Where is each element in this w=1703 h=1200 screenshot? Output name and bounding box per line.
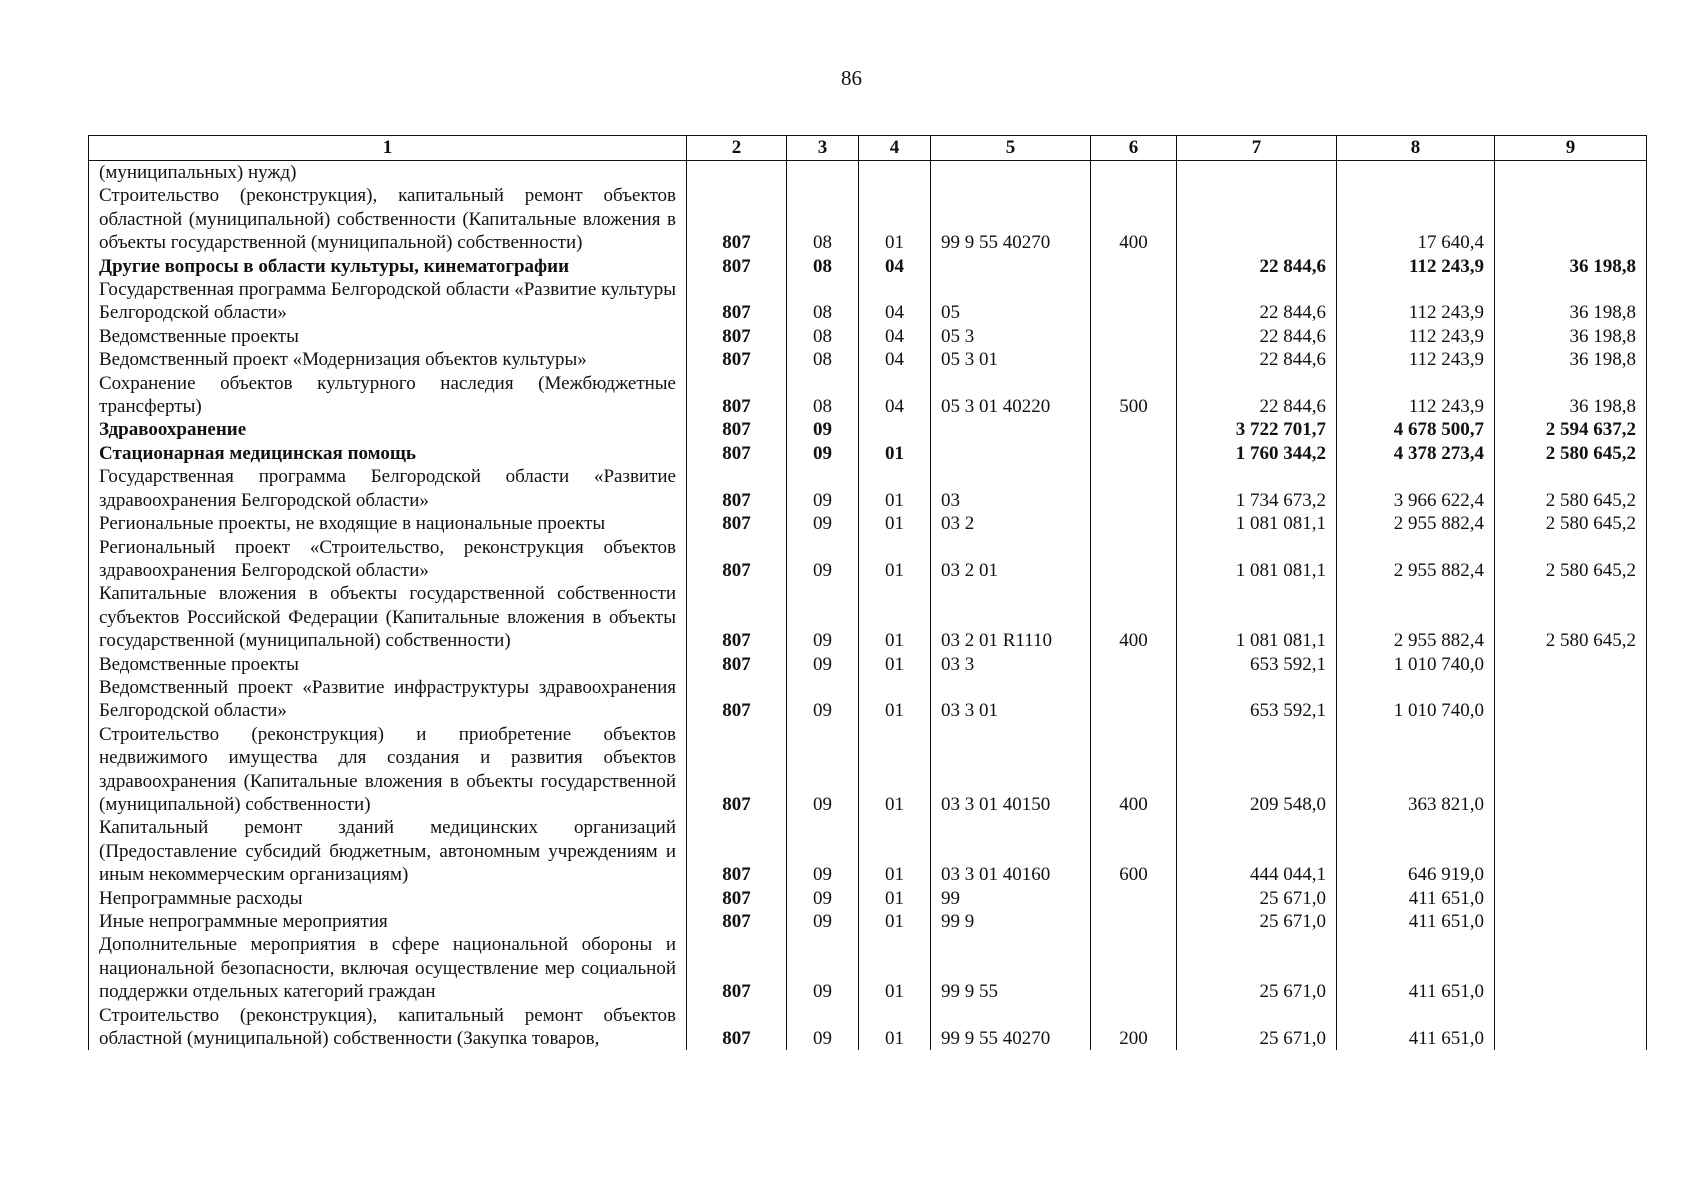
table-row <box>89 512 1647 535</box>
row-amount-1: 25 671,0 <box>1177 887 1337 910</box>
row-admin-code: 807 <box>687 1004 787 1051</box>
row-admin-code: 807 <box>687 255 787 278</box>
row-expense-type <box>1091 465 1177 512</box>
row-admin-code: 807 <box>687 184 787 254</box>
row-amount-3: 2 580 645,2 <box>1495 512 1647 535</box>
header-col-1: 1 <box>89 136 687 161</box>
row-name: Государственная программа Белгородской области «Развитие здравоохранения Белгородской области» <box>89 465 687 512</box>
table-row <box>89 325 1647 348</box>
row-amount-2: 112 243,9 <box>1337 348 1495 371</box>
row-subsection: 01 <box>859 512 931 535</box>
row-expense-type: 500 <box>1091 372 1177 419</box>
row-admin-code: 807 <box>687 653 787 676</box>
table-row <box>89 161 1647 185</box>
row-expense-type <box>1091 910 1177 933</box>
row-amount-3: 36 198,8 <box>1495 278 1647 325</box>
row-expense-type <box>1091 536 1177 583</box>
row-target-article: 03 3 01 <box>931 676 1091 723</box>
row-name: Здравоохранение <box>89 418 687 441</box>
row-amount-1: 1 734 673,2 <box>1177 465 1337 512</box>
table-row <box>89 278 1647 325</box>
row-section: 08 <box>787 255 859 278</box>
row-subsection <box>859 418 931 441</box>
row-amount-2: 411 651,0 <box>1337 910 1495 933</box>
row-name: Другие вопросы в области культуры, кинематографии <box>89 255 687 278</box>
row-amount-1: 22 844,6 <box>1177 325 1337 348</box>
row-name: Ведомственный проект «Развитие инфраструктуры здравоохранения Белгородской области» <box>89 676 687 723</box>
row-section: 09 <box>787 536 859 583</box>
row-subsection: 01 <box>859 653 931 676</box>
row-amount-2: 411 651,0 <box>1337 1004 1495 1051</box>
row-name: Ведомственные проекты <box>89 325 687 348</box>
table-row <box>89 653 1647 676</box>
row-admin-code: 807 <box>687 816 787 886</box>
row-subsection: 04 <box>859 278 931 325</box>
budget-table-container <box>88 135 1646 1050</box>
row-subsection: 01 <box>859 184 931 254</box>
table-row <box>89 723 1647 817</box>
row-amount-1: 25 671,0 <box>1177 1004 1337 1051</box>
row-section: 09 <box>787 653 859 676</box>
row-amount-2: 2 955 882,4 <box>1337 512 1495 535</box>
header-col-7: 7 <box>1177 136 1337 161</box>
row-target-article: 03 3 01 40160 <box>931 816 1091 886</box>
row-target-article: 05 <box>931 278 1091 325</box>
header-col-3: 3 <box>787 136 859 161</box>
row-expense-type <box>1091 676 1177 723</box>
header-col-6: 6 <box>1091 136 1177 161</box>
row-amount-3 <box>1495 161 1647 185</box>
header-col-8: 8 <box>1337 136 1495 161</box>
row-amount-2: 411 651,0 <box>1337 933 1495 1003</box>
table-row <box>89 887 1647 910</box>
row-name: Строительство (реконструкция), капитальный ремонт объектов областной (муниципальной) собственности (Капитальные вложения в объекты государственной (муниципальной) собственности) <box>89 184 687 254</box>
table-row <box>89 582 1647 652</box>
row-target-article: 03 3 <box>931 653 1091 676</box>
row-amount-3 <box>1495 653 1647 676</box>
row-subsection: 01 <box>859 1004 931 1051</box>
row-amount-3 <box>1495 676 1647 723</box>
row-amount-3: 2 580 645,2 <box>1495 582 1647 652</box>
row-amount-2: 411 651,0 <box>1337 887 1495 910</box>
row-amount-3: 36 198,8 <box>1495 372 1647 419</box>
row-section: 08 <box>787 184 859 254</box>
table-header <box>89 136 1647 161</box>
row-expense-type <box>1091 442 1177 465</box>
row-amount-2: 363 821,0 <box>1337 723 1495 817</box>
row-amount-1: 1 081 081,1 <box>1177 536 1337 583</box>
row-section: 09 <box>787 512 859 535</box>
row-admin-code: 807 <box>687 372 787 419</box>
row-section <box>787 161 859 185</box>
row-admin-code: 807 <box>687 512 787 535</box>
row-target-article <box>931 255 1091 278</box>
row-admin-code: 807 <box>687 933 787 1003</box>
row-expense-type <box>1091 512 1177 535</box>
row-amount-2: 1 010 740,0 <box>1337 653 1495 676</box>
row-amount-3: 2 594 637,2 <box>1495 418 1647 441</box>
row-expense-type <box>1091 278 1177 325</box>
row-amount-3 <box>1495 816 1647 886</box>
table-row <box>89 1004 1647 1051</box>
row-admin-code: 807 <box>687 465 787 512</box>
table-row <box>89 536 1647 583</box>
row-subsection: 04 <box>859 325 931 348</box>
header-col-4: 4 <box>859 136 931 161</box>
row-section: 09 <box>787 418 859 441</box>
header-row <box>89 136 1647 161</box>
row-subsection: 01 <box>859 933 931 1003</box>
row-amount-2: 2 955 882,4 <box>1337 582 1495 652</box>
row-subsection: 01 <box>859 676 931 723</box>
row-expense-type <box>1091 653 1177 676</box>
row-subsection: 01 <box>859 910 931 933</box>
row-section: 09 <box>787 723 859 817</box>
row-admin-code: 807 <box>687 887 787 910</box>
row-amount-1: 1 081 081,1 <box>1177 582 1337 652</box>
row-amount-1: 209 548,0 <box>1177 723 1337 817</box>
row-target-article: 05 3 <box>931 325 1091 348</box>
row-section: 08 <box>787 348 859 371</box>
row-subsection: 04 <box>859 255 931 278</box>
row-amount-2: 112 243,9 <box>1337 278 1495 325</box>
row-amount-2: 17 640,4 <box>1337 184 1495 254</box>
row-amount-1 <box>1177 161 1337 185</box>
row-name: Строительство (реконструкция), капитальный ремонт объектов областной (муниципальной) собственности (Закупка товаров, <box>89 1004 687 1051</box>
row-amount-1: 22 844,6 <box>1177 278 1337 325</box>
header-col-9: 9 <box>1495 136 1647 161</box>
row-amount-1: 25 671,0 <box>1177 933 1337 1003</box>
row-name: Непрограммные расходы <box>89 887 687 910</box>
row-amount-1: 22 844,6 <box>1177 348 1337 371</box>
row-subsection: 01 <box>859 536 931 583</box>
row-target-article: 99 <box>931 887 1091 910</box>
row-amount-1: 22 844,6 <box>1177 372 1337 419</box>
row-amount-3: 2 580 645,2 <box>1495 536 1647 583</box>
row-amount-2: 3 966 622,4 <box>1337 465 1495 512</box>
row-target-article: 05 3 01 <box>931 348 1091 371</box>
row-admin-code: 807 <box>687 676 787 723</box>
row-admin-code: 807 <box>687 325 787 348</box>
row-amount-2: 112 243,9 <box>1337 255 1495 278</box>
row-section: 09 <box>787 816 859 886</box>
row-amount-2 <box>1337 161 1495 185</box>
row-expense-type <box>1091 348 1177 371</box>
row-section: 09 <box>787 676 859 723</box>
row-expense-type <box>1091 325 1177 348</box>
row-section: 09 <box>787 887 859 910</box>
row-expense-type <box>1091 255 1177 278</box>
row-target-article: 03 <box>931 465 1091 512</box>
row-expense-type: 400 <box>1091 184 1177 254</box>
table-row <box>89 442 1647 465</box>
row-amount-1: 653 592,1 <box>1177 653 1337 676</box>
row-amount-1: 1 760 344,2 <box>1177 442 1337 465</box>
row-admin-code: 807 <box>687 582 787 652</box>
row-expense-type: 400 <box>1091 723 1177 817</box>
row-subsection: 01 <box>859 816 931 886</box>
row-amount-3: 2 580 645,2 <box>1495 442 1647 465</box>
table-row <box>89 255 1647 278</box>
row-name: Стационарная медицинская помощь <box>89 442 687 465</box>
row-target-article: 05 3 01 40220 <box>931 372 1091 419</box>
row-name: Иные непрограммные мероприятия <box>89 910 687 933</box>
row-subsection: 01 <box>859 887 931 910</box>
row-target-article: 99 9 55 40270 <box>931 184 1091 254</box>
row-expense-type: 200 <box>1091 1004 1177 1051</box>
row-amount-3 <box>1495 933 1647 1003</box>
row-target-article: 03 2 01 <box>931 536 1091 583</box>
row-admin-code: 807 <box>687 442 787 465</box>
row-amount-1: 1 081 081,1 <box>1177 512 1337 535</box>
row-expense-type <box>1091 161 1177 185</box>
row-section: 09 <box>787 933 859 1003</box>
table-row <box>89 372 1647 419</box>
row-admin-code: 807 <box>687 910 787 933</box>
row-amount-3 <box>1495 723 1647 817</box>
row-amount-3 <box>1495 887 1647 910</box>
table-row <box>89 910 1647 933</box>
row-amount-1: 22 844,6 <box>1177 255 1337 278</box>
row-amount-2: 2 955 882,4 <box>1337 536 1495 583</box>
row-amount-3 <box>1495 910 1647 933</box>
row-section: 08 <box>787 278 859 325</box>
row-name: Строительство (реконструкция) и приобретение объектов недвижимого имущества для создания и развития объектов здравоохранения (Капитальные вложения в объекты государственной (муниципальной) собственности) <box>89 723 687 817</box>
row-amount-2: 112 243,9 <box>1337 372 1495 419</box>
row-name: Ведомственные проекты <box>89 653 687 676</box>
table-row <box>89 816 1647 886</box>
budget-table <box>88 135 1647 1050</box>
row-amount-3: 36 198,8 <box>1495 325 1647 348</box>
row-amount-3: 36 198,8 <box>1495 255 1647 278</box>
header-col-2: 2 <box>687 136 787 161</box>
page-number: 86 <box>841 66 862 90</box>
row-expense-type <box>1091 887 1177 910</box>
row-amount-1: 25 671,0 <box>1177 910 1337 933</box>
row-amount-3: 36 198,8 <box>1495 348 1647 371</box>
row-section: 09 <box>787 465 859 512</box>
row-expense-type <box>1091 933 1177 1003</box>
row-subsection: 01 <box>859 442 931 465</box>
row-amount-2: 4 378 273,4 <box>1337 442 1495 465</box>
row-target-article: 99 9 55 40270 <box>931 1004 1091 1051</box>
row-section: 09 <box>787 582 859 652</box>
row-amount-3 <box>1495 184 1647 254</box>
row-admin-code: 807 <box>687 278 787 325</box>
row-subsection: 01 <box>859 723 931 817</box>
row-name: Региональные проекты, не входящие в национальные проекты <box>89 512 687 535</box>
row-name: Региональный проект «Строительство, реконструкция объектов здравоохранения Белгородской области» <box>89 536 687 583</box>
row-target-article: 03 2 <box>931 512 1091 535</box>
row-expense-type <box>1091 418 1177 441</box>
row-target-article: 03 3 01 40150 <box>931 723 1091 817</box>
row-admin-code: 807 <box>687 348 787 371</box>
row-amount-2: 646 919,0 <box>1337 816 1495 886</box>
row-section: 09 <box>787 910 859 933</box>
row-target-article <box>931 418 1091 441</box>
row-subsection: 01 <box>859 582 931 652</box>
row-amount-1 <box>1177 184 1337 254</box>
table-row <box>89 676 1647 723</box>
row-subsection: 04 <box>859 348 931 371</box>
row-section: 08 <box>787 372 859 419</box>
row-amount-1: 3 722 701,7 <box>1177 418 1337 441</box>
row-target-article <box>931 161 1091 185</box>
table-row <box>89 933 1647 1003</box>
table-row <box>89 465 1647 512</box>
row-name: Сохранение объектов культурного наследия (Межбюджетные трансферты) <box>89 372 687 419</box>
row-subsection: 01 <box>859 465 931 512</box>
row-subsection <box>859 161 931 185</box>
row-amount-2: 4 678 500,7 <box>1337 418 1495 441</box>
table-body <box>89 161 1647 1051</box>
row-name: Капитальный ремонт зданий медицинских организаций (Предоставление субсидий бюджетным, автономным учреждениям и иным некоммерческим организациям) <box>89 816 687 886</box>
table-row <box>89 418 1647 441</box>
row-name: Дополнительные мероприятия в сфере национальной обороны и национальной безопасности, включая осуществление мер социальной поддержки отдельных категорий граждан <box>89 933 687 1003</box>
row-target-article: 03 2 01 R1110 <box>931 582 1091 652</box>
row-amount-3 <box>1495 1004 1647 1051</box>
row-name: Капитальные вложения в объекты государственной собственности субъектов Российской Федерации (Капитальные вложения в объекты государственной (муниципальной) собственности) <box>89 582 687 652</box>
row-target-article <box>931 442 1091 465</box>
row-expense-type: 600 <box>1091 816 1177 886</box>
row-section: 09 <box>787 442 859 465</box>
row-amount-1: 653 592,1 <box>1177 676 1337 723</box>
row-amount-1: 444 044,1 <box>1177 816 1337 886</box>
row-amount-2: 1 010 740,0 <box>1337 676 1495 723</box>
row-section: 08 <box>787 325 859 348</box>
table-row <box>89 184 1647 254</box>
row-amount-3: 2 580 645,2 <box>1495 465 1647 512</box>
row-amount-2: 112 243,9 <box>1337 325 1495 348</box>
row-admin-code: 807 <box>687 536 787 583</box>
row-section: 09 <box>787 1004 859 1051</box>
header-col-5: 5 <box>931 136 1091 161</box>
row-name: Ведомственный проект «Модернизация объектов культуры» <box>89 348 687 371</box>
row-admin-code: 807 <box>687 723 787 817</box>
row-subsection: 04 <box>859 372 931 419</box>
table-row <box>89 348 1647 371</box>
row-name: Государственная программа Белгородской области «Развитие культуры Белгородской области» <box>89 278 687 325</box>
row-target-article: 99 9 55 <box>931 933 1091 1003</box>
row-name: (муниципальных) нужд) <box>89 161 687 185</box>
row-expense-type: 400 <box>1091 582 1177 652</box>
row-target-article: 99 9 <box>931 910 1091 933</box>
row-admin-code: 807 <box>687 418 787 441</box>
row-admin-code <box>687 161 787 185</box>
